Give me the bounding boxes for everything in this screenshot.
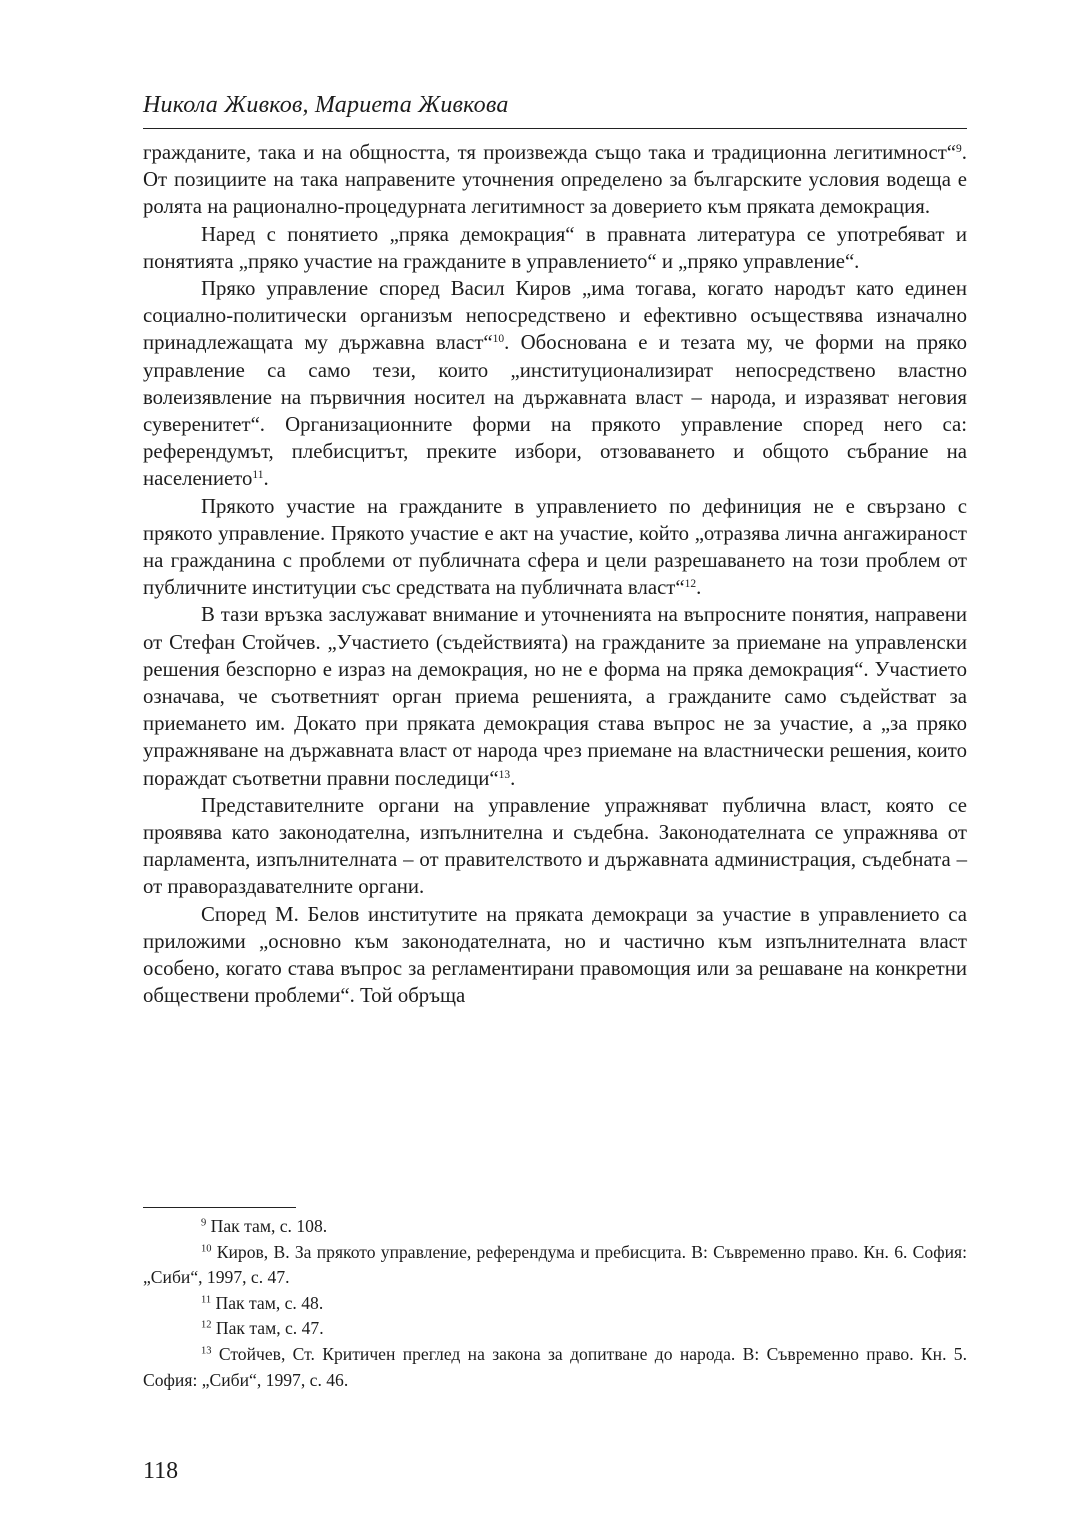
- footnote-text: Стойчев, Ст. Критичен преглед на закона за допитване до народа. В: Съвременно право. Кн. 5. София: „Сиби“, 1997, с. 46.: [143, 1343, 967, 1390]
- paragraph: [143, 493, 967, 602]
- running-head-authors: Никола Живков, Мариета Живкова: [143, 92, 509, 118]
- paragraph-text: Представителните органи на управление упражняват публична власт, която се проявява като законодателна, изпълнителна и съдебна. Законодателната се упражнява от парламента, изпълнителната – от правителството и държавната администрация, съдебната – от правораздавателните органи.: [143, 793, 967, 899]
- footnote-ref: 12: [684, 578, 697, 591]
- footnote-ref: 11: [252, 469, 264, 482]
- footnote: [143, 1240, 967, 1291]
- footnote-ref: 13: [498, 768, 511, 781]
- footnote-number: 13: [201, 1345, 212, 1357]
- paragraph-text: . Обоснована е и тезата му, че форми на пряко управление са само тези, които „институционализират непосредствено властно волеизявление на първичния носител на държавната власт – народа, и изразяват неговия суверенитет“. Организационните форми на прякото управление според него са: референдумът, плебисцитът, преките избори, отзоваването и общото събрание на населението: [143, 331, 967, 491]
- paragraph-text: .: [510, 766, 516, 790]
- paragraph-text: гражданите, така и на общността, тя произвежда също така и традиционна легитимност“: [143, 141, 957, 164]
- footnote-text: Пак там, с. 108.: [206, 1216, 328, 1236]
- footnote: [143, 1342, 967, 1393]
- footnote: [143, 1291, 967, 1317]
- footnote-ref: 10: [492, 333, 505, 346]
- paragraph-text: Според М. Белов институтите на пряката демокраци за участие в управлението са приложими „основно към законодателната, но и частично към изпълнителната власт особено, когато става въпрос за регламентирани правомощия или за решаване на конкретни обществени проблеми“. Той обръща: [143, 902, 967, 1008]
- footnote-text: Пак там, с. 47.: [211, 1318, 324, 1339]
- body-text: [143, 139, 967, 1010]
- paragraph: [143, 901, 967, 1010]
- page-number: 118: [143, 1458, 179, 1484]
- paragraph: [143, 601, 967, 791]
- paragraph-text: .: [263, 467, 269, 491]
- footnote: [143, 1316, 967, 1342]
- footnote-number: 12: [201, 1319, 212, 1331]
- header-rule: [143, 128, 967, 129]
- footnote: [143, 1214, 967, 1240]
- paragraph-text: Прякото участие на гражданите в управлението по дефиниция не е свързано с прякото управление. Прякото участие е акт на участие, който „отразява лична ангажираност на гражданина с проблеми от публичната сфера и цели разрешаването на този проблем от публичните институции със средствата на публичната власт“: [143, 494, 967, 600]
- footnote-number: 11: [201, 1294, 212, 1306]
- footnote-number: 10: [201, 1243, 212, 1255]
- paragraph: [143, 792, 967, 901]
- footnote-ref: 9: [956, 142, 962, 155]
- footnotes: [143, 1214, 967, 1393]
- paragraph: [143, 221, 967, 275]
- footnote-separator: [143, 1207, 296, 1208]
- paragraph-text: .: [696, 576, 702, 600]
- footnote-text: Киров, В. За прякото управление, референдума и пребисцита. В: Съвременно право. Кн. 6. София: „Сиби“, 1997, с. 47.: [143, 1241, 967, 1288]
- paragraph-text: Пряко управление според Васил Киров „има тогава, когато народът като единен социално-политически организъм непосредствено и ефективно осъществява изначално принадлежащата му държавна власт“: [143, 277, 967, 355]
- paragraph: [143, 139, 967, 221]
- footnote-text: Пак там, с. 48.: [211, 1292, 324, 1313]
- paragraph-text: . От позициите на така направените уточнения определено за българските условия водеща е ролята на рационално-процедурната легитимност за доверието към пряката демокрация.: [143, 141, 967, 219]
- paragraph-text: Наред с понятието „пряка демокрация“ в правната литература се употребяват и понятията „пряко участие на гражданите в управлението“ и „пряко управление“.: [143, 222, 967, 273]
- footnote-number: 9: [201, 1217, 207, 1229]
- paragraph-text: В тази връзка заслужават внимание и уточненията на въпросните понятия, направени от Стефан Стойчев. „Участието (съдействията) на гражданите за приемане на управленски решения безспорно е израз на демокрация, но не е форма на пряка демокрация“. Участието означава, че съответният орган приема решенията, а гражданите само съдействат за приемането им. Докато при пряката демокрация става въпрос не за участие, а „за пряко упражняване на държавната власт от народа чрез приемане на властнически решения, които пораждат съответни правни последици“: [143, 603, 967, 790]
- paragraph: [143, 275, 967, 493]
